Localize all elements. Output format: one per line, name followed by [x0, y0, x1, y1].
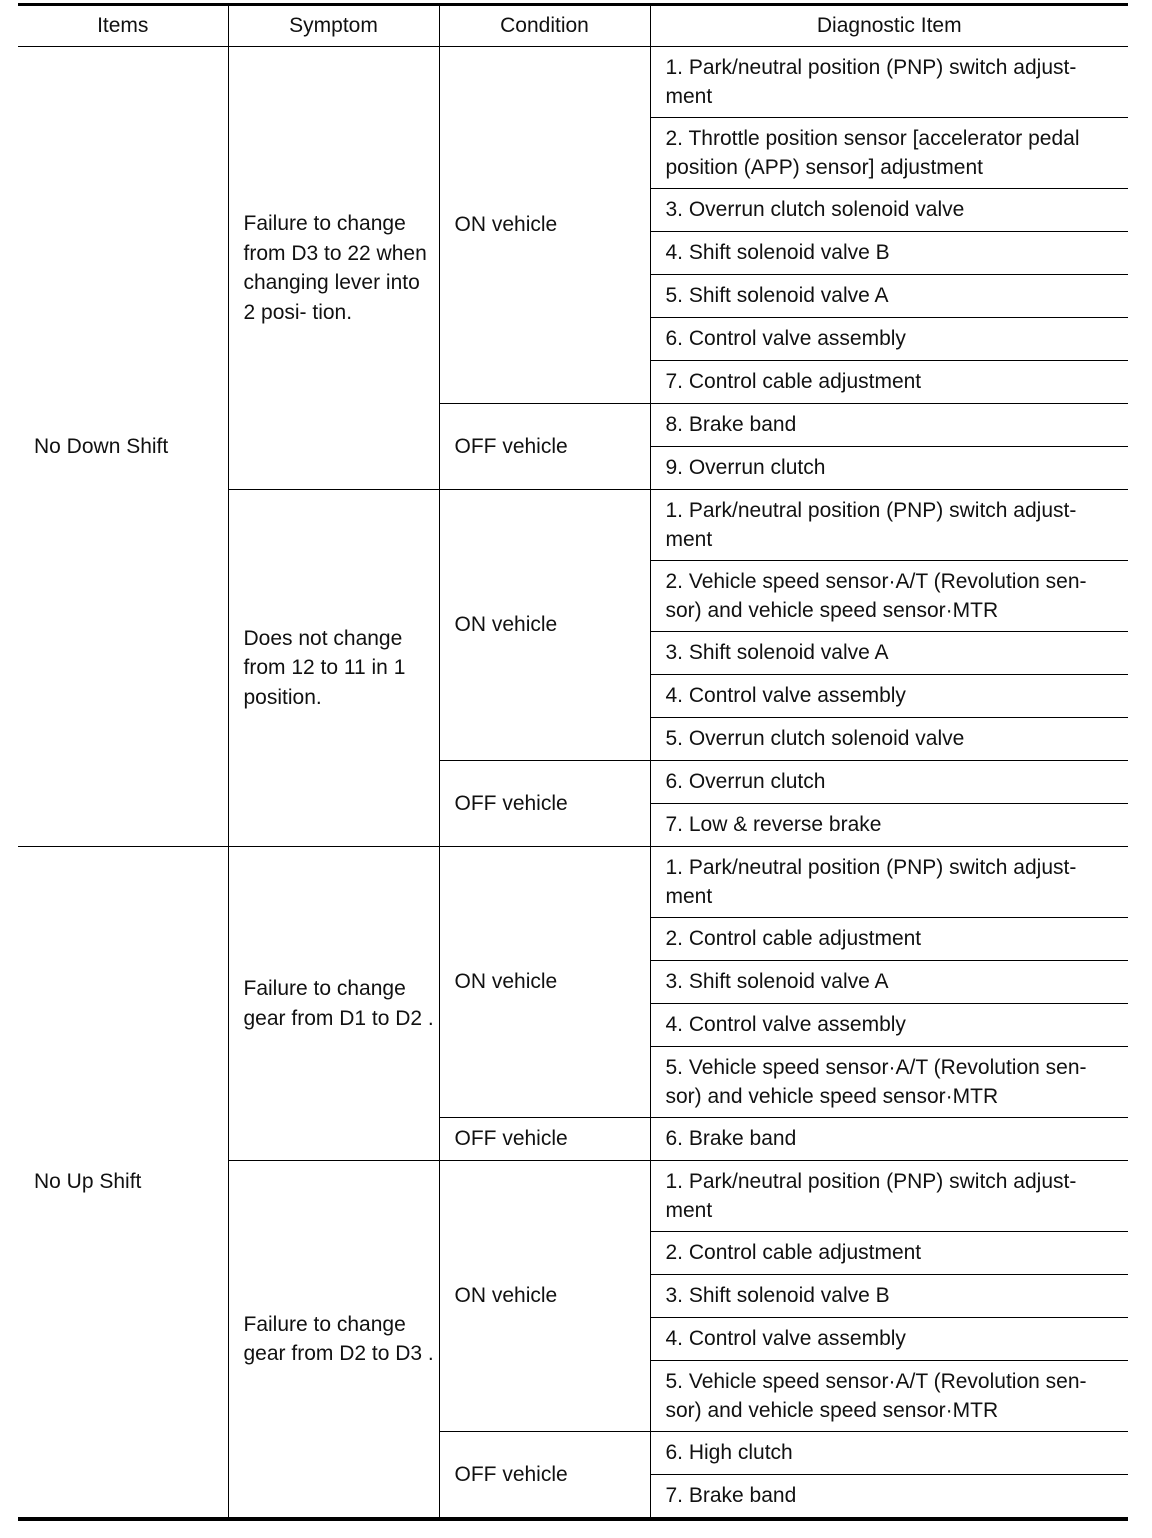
diagnostic-item-cell: 4. Control valve assembly [650, 1004, 1128, 1047]
diagnostic-item-cell: 6. High clutch [650, 1432, 1128, 1475]
table-header [18, 5, 1128, 47]
symptom-cell: Does not change from 12 to 11 in 1 position. [228, 490, 439, 847]
table-row [18, 47, 1128, 118]
symptom-cell: Failure to change from D3 to 22 when changing lever into 2 posi- tion. [228, 47, 439, 490]
header-condition: Condition [439, 5, 650, 47]
item-cell: No Up Shift [18, 847, 228, 1520]
diagnostic-item-cell: 3. Shift solenoid valve A [650, 632, 1128, 675]
diagnostic-item-cell: 6. Brake band [650, 1118, 1128, 1161]
condition-cell: OFF vehicle [439, 1118, 650, 1161]
condition-cell: OFF vehicle [439, 404, 650, 490]
diagnostic-item-cell: 5. Shift solenoid valve A [650, 275, 1128, 318]
diagnostic-item-cell: 6. Control valve assembly [650, 318, 1128, 361]
diagnostic-item-cell: 4. Shift solenoid valve B [650, 232, 1128, 275]
diagnostic-item-cell: 6. Overrun clutch [650, 761, 1128, 804]
diagnostic-item-cell: 3. Overrun clutch solenoid valve [650, 189, 1128, 232]
diagnostic-item-cell: 1. Park/neutral position (PNP) switch adjust- ment [650, 490, 1128, 561]
diagnostic-item-cell: 5. Vehicle speed sensor·A/T (Revolution sen- sor) and vehicle speed sensor·MTR [650, 1361, 1128, 1432]
diagnostic-item-cell: 7. Brake band [650, 1475, 1128, 1520]
header-row [18, 5, 1128, 47]
diagnostic-table [18, 3, 1128, 1521]
diagnostic-item-cell: 1. Park/neutral position (PNP) switch adjust- ment [650, 47, 1128, 118]
header-items: Items [18, 5, 228, 47]
diagnostic-item-cell: 5. Overrun clutch solenoid valve [650, 718, 1128, 761]
diagnostic-item-cell: 1. Park/neutral position (PNP) switch adjust- ment [650, 847, 1128, 918]
diagnostic-item-cell: 3. Shift solenoid valve A [650, 961, 1128, 1004]
diagnostic-item-cell: 7. Control cable adjustment [650, 361, 1128, 404]
diagnostic-item-cell: 8. Brake band [650, 404, 1128, 447]
diagnostic-item-cell: 4. Control valve assembly [650, 1318, 1128, 1361]
condition-cell: OFF vehicle [439, 1432, 650, 1520]
diagnostic-item-cell: 2. Control cable adjustment [650, 1232, 1128, 1275]
symptom-cell: Failure to change gear from D2 to D3 . [228, 1161, 439, 1520]
condition-cell: ON vehicle [439, 490, 650, 761]
condition-cell: ON vehicle [439, 847, 650, 1118]
diagnostic-item-cell: 4. Control valve assembly [650, 675, 1128, 718]
table-row [18, 847, 1128, 918]
condition-cell: OFF vehicle [439, 761, 650, 847]
diagnostic-item-cell: 2. Vehicle speed sensor·A/T (Revolution sen- sor) and vehicle speed sensor·MTR [650, 561, 1128, 632]
item-cell: No Down Shift [18, 47, 228, 847]
diagnostic-item-cell: 5. Vehicle speed sensor·A/T (Revolution sen- sor) and vehicle speed sensor·MTR [650, 1047, 1128, 1118]
header-diagnostic-item: Diagnostic Item [650, 5, 1128, 47]
table-group [18, 47, 1128, 847]
symptom-cell: Failure to change gear from D1 to D2 . [228, 847, 439, 1161]
diagnostic-item-cell: 1. Park/neutral position (PNP) switch adjust- ment [650, 1161, 1128, 1232]
diagnostic-item-cell: 2. Throttle position sensor [accelerator pedal position (APP) sensor] adjustment [650, 118, 1128, 189]
condition-cell: ON vehicle [439, 47, 650, 404]
condition-cell: ON vehicle [439, 1161, 650, 1432]
table-group [18, 847, 1128, 1520]
header-symptom: Symptom [228, 5, 439, 47]
diagnostic-item-cell: 7. Low & reverse brake [650, 804, 1128, 847]
diagnostic-item-cell: 3. Shift solenoid valve B [650, 1275, 1128, 1318]
diagnostic-item-cell: 9. Overrun clutch [650, 447, 1128, 490]
diagnostic-item-cell: 2. Control cable adjustment [650, 918, 1128, 961]
